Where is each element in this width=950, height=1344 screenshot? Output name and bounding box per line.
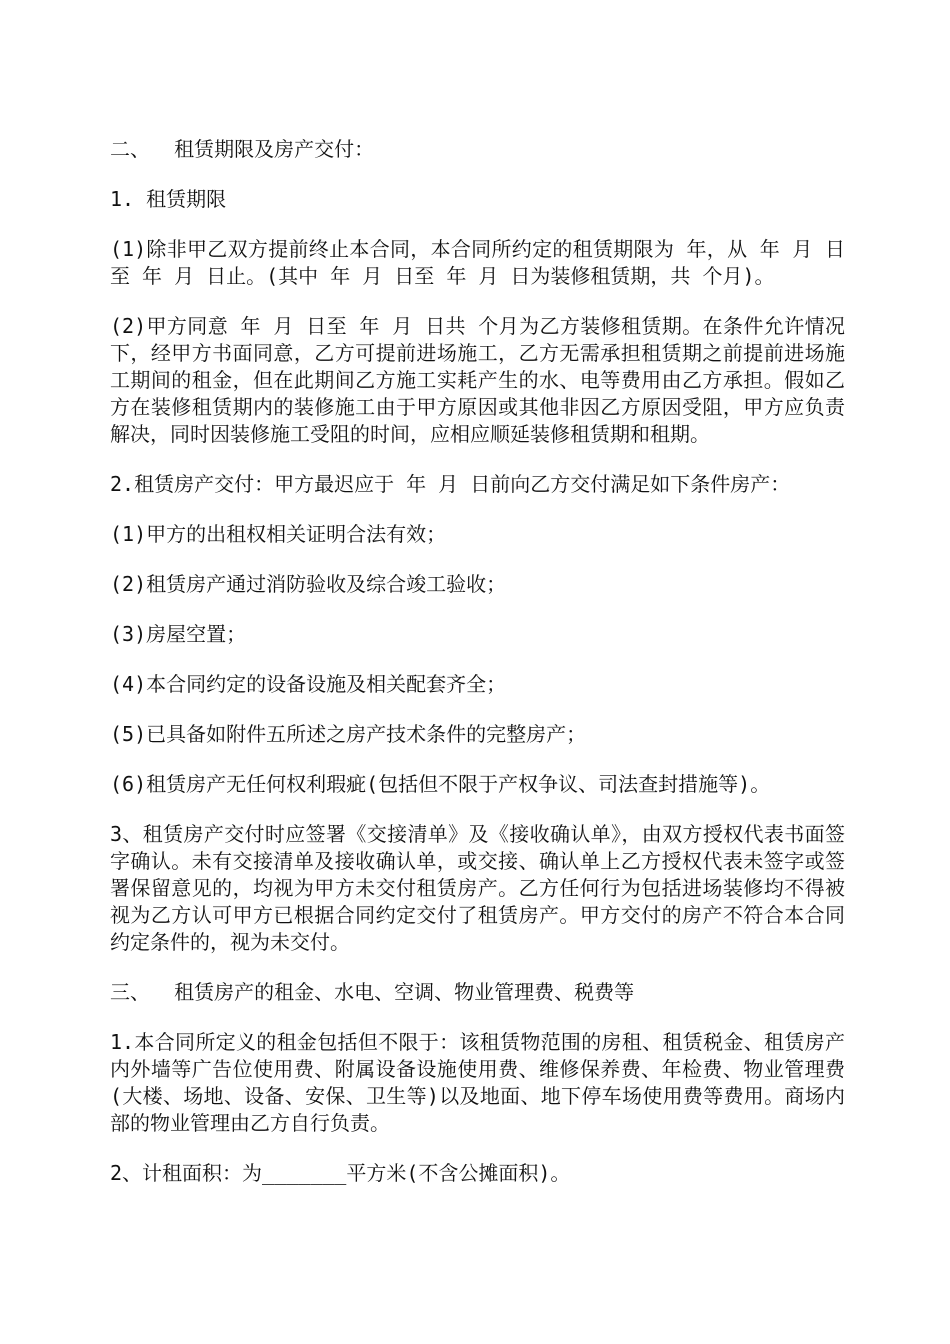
clause-handover-documents: 3、租赁房产交付时应签署《交接清单》及《接收确认单》，由双方授权代表书面签字确认。未有交接清单及接收确认单，或交接、确认单上乙方授权代表未签字或签署保留意见的，均视为甲方未交付租赁房产。乙方任何行为包括进场装修均不得被视为乙方认可甲方已根据合同约定交付了租赁房产。甲方交付的房产不符合本合同约定条件的，视为未交付。: [110, 822, 845, 954]
clause-lease-period-2: (2)甲方同意 年 月 日至 年 月 日共 个月为乙方装修租赁期。在条件允许情况下，经甲方书面同意，乙方可提前进场施工，乙方无需承担租赁期之前提前进场施工期间的租金，但在此期间乙方施工实耗产生的水、电等费用由乙方承担。假如乙方在装修租赁期内的装修施工由于甲方原因或其他非因乙方原因受阻，甲方应负责解决，同时因装修施工受阻的时间，应相应顺延装修租赁期和租期。: [110, 314, 845, 446]
delivery-condition-3: (3)房屋空置；: [110, 622, 247, 646]
clause-rent-definition: 1.本合同所定义的租金包括但不限于：该租赁物范围的房租、租赁税金、租赁房产内外墙等广告位使用费、附属设备设施使用费、维修保养费、年检费、物业管理费(大楼、场地、设备、安保、卫生等)以及地面、地下停车场使用费等费用。商场内部的物业管理由乙方自行负责。: [110, 1030, 845, 1135]
clause-lease-period-1: (1)除非甲乙双方提前终止本合同，本合同所约定的租赁期限为 年，从 年 月 日至 年 月 日止。(其中 年 月 日至 年 月 日为装修租赁期，共 个月)。: [110, 237, 845, 288]
delivery-condition-1: (1)甲方的出租权相关证明合法有效；: [110, 522, 447, 546]
subheading-lease-period: 1. 租赁期限: [110, 187, 227, 211]
clause-property-delivery: 2.租赁房产交付：甲方最迟应于 年 月 日前向乙方交付满足如下条件房产：: [110, 472, 791, 496]
document-page: [110, 136, 845, 1210]
delivery-condition-4: (4)本合同约定的设备设施及相关配套齐全；: [110, 672, 507, 696]
delivery-condition-6: (6)租赁房产无任何权利瑕疵(包括但不限于产权争议、司法查封措施等)。: [110, 772, 771, 796]
section-heading-lease-term: 二、 租赁期限及房产交付：: [110, 137, 375, 161]
delivery-condition-5: (5)已具备如附件五所述之房产技术条件的完整房产；: [110, 722, 587, 746]
section-heading-rent-fees: 三、 租赁房产的租金、水电、空调、物业管理费、税费等: [110, 980, 635, 1004]
clause-rentable-area: 2、计租面积：为_______平方米(不含公摊面积)。: [110, 1161, 571, 1185]
delivery-condition-2: (2)租赁房产通过消防验收及综合竣工验收；: [110, 572, 507, 596]
